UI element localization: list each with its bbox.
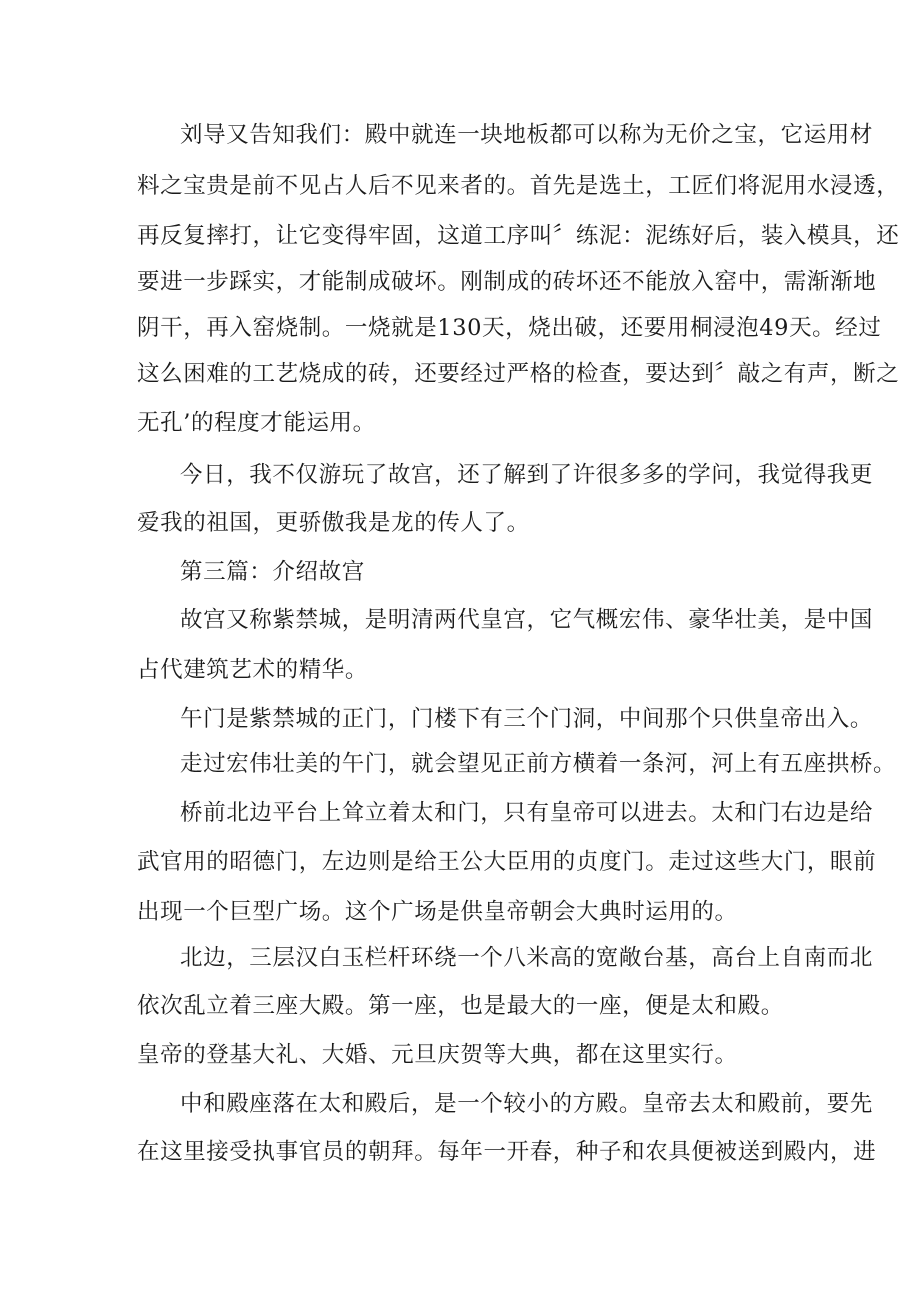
text-line: 无孔’的程度才能运用。 <box>137 410 376 436</box>
text-line: 爱我的祖国，更骄傲我是龙的传人了。 <box>137 510 530 536</box>
text-line: 桥前北边平台上耸立着太和门，只有皇帝可以进去。太和门右边是给 <box>180 800 874 826</box>
text-line: 今日，我不仅游玩了故宫，还了解到了许很多多的学问，我觉得我更 <box>180 462 874 488</box>
text-line: 中和殿座落在太和殿后，是一个较小的方殿。皇帝去太和殿前，要先 <box>180 1091 874 1117</box>
text-line: 料之宝贵是前不见占人后不见来者的。首先是选土，工匠们将泥用水浸透， <box>137 173 900 199</box>
text-line: 皇帝的登基大礼、大婚、元旦庆贺等大典，都在这里实行。 <box>137 1042 738 1068</box>
text-line: 占代建筑艺术的精华。 <box>137 657 369 683</box>
text-line: 武官用的昭德门，左边则是给王公大臣用的贞度门。走过这些大门，眼前 <box>137 849 877 875</box>
text-line: 在这里接受执事官员的朝拜。每年一开春，种子和农具便被送到殿内，进 <box>137 1139 877 1165</box>
text-line: 北边，三层汉白玉栏杆环绕一个八米高的宽敞台基，高台上自南而北 <box>180 945 874 971</box>
text-line: 再反复摔打，让它变得牢固，这道工序叫〞练泥：泥练好后，装入模具，还 <box>137 223 900 249</box>
text-line: 依次乱立着三座大殿。第一座，也是最大的一座，便是太和殿。 <box>137 993 784 1019</box>
text-line: 阴干，再入窑烧制。一烧就是130天，烧出破，还要用桐浸泡49天。经过 <box>137 315 882 341</box>
text-line: 要进一步踩实，才能制成破坏。刚制成的砖坏还不能放入窑中，需渐渐地 <box>137 269 877 295</box>
text-line: 这么困难的工艺烧成的砖，还要经过严格的检查，要达到〞敲之有声，断之 <box>137 361 900 387</box>
text-line: 出现一个巨型广场。这个广场是供皇帝朝会大典时运用的。 <box>137 899 738 925</box>
text-line: 午门是紫禁城的正门，门楼下有三个门洞，中间那个只供皇帝出入。 <box>180 706 874 732</box>
text-line: 故宫又称紫禁城，是明清两代皇宫，它气概宏伟、豪华壮美，是中国 <box>180 607 874 633</box>
text-line: 走过宏伟壮美的午门，就会望见正前方横着一条河，河上有五座拱桥。 <box>180 751 897 777</box>
text-line: 刘导又告知我们：殿中就连一块地板都可以称为无价之宝，它运用材 <box>180 122 874 148</box>
section-heading: 第三篇：介绍故宫 <box>180 559 365 585</box>
